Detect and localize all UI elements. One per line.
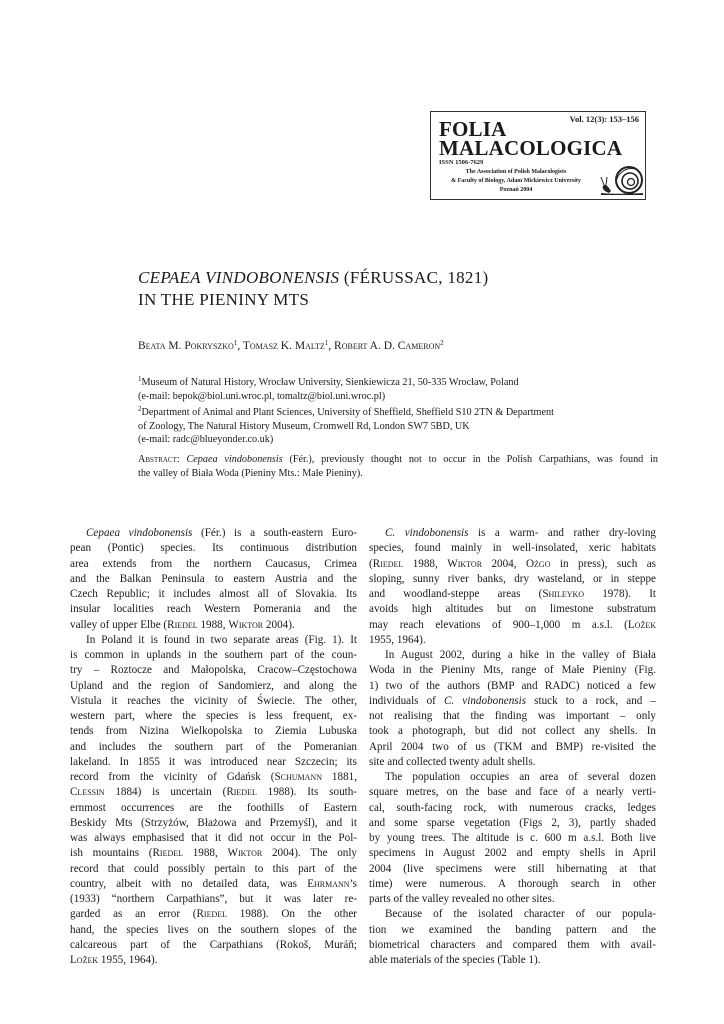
- text-run: species, found mainly in well-insolated, xeric habitats: [369, 542, 656, 555]
- body-text-line: [369, 892, 656, 907]
- body-text-line: [369, 541, 656, 556]
- cited-author: Riedel: [372, 557, 404, 570]
- cited-author: Wiktor: [227, 847, 263, 860]
- text-run: and the Balkan Peninsula to eastern Austria and the: [70, 572, 357, 585]
- body-text-line: [70, 694, 357, 709]
- text-run: 1988,: [403, 557, 448, 570]
- body-text-line: [369, 831, 656, 846]
- body-text-line: [369, 663, 656, 678]
- text-run: ernmost occurrences are the foothills of Eastern: [70, 801, 357, 814]
- body-text-line: [70, 801, 357, 816]
- body-text-line: [369, 557, 656, 572]
- cited-author: Riedel: [196, 908, 228, 921]
- cited-author: Wiktor: [447, 557, 483, 570]
- body-text-line: [70, 572, 357, 587]
- body-text-line: [70, 907, 357, 922]
- text-run: stuck to a rock, and –: [526, 694, 657, 707]
- body-text-line: [70, 526, 357, 541]
- body-text-line: [70, 587, 357, 602]
- species-name: C. vindobonensis: [444, 694, 527, 707]
- text-run: 1884) is uncertain (: [104, 786, 227, 799]
- affiliation-1-line1: $^1$Museum of Natural History, Wrocław University, Sienkiewicza 21, 50-335 Wrocław, Poland: [138, 375, 519, 388]
- text-run: and woodland-steppe areas (: [369, 588, 543, 600]
- text-run: valley of upper Elbe (: [70, 618, 168, 631]
- journal-header-box: [430, 111, 646, 200]
- text-run: tion we examined the banding pattern and the: [369, 923, 656, 936]
- text-run: tends from Nizina Wielkopolska to Ziemia Lubuska: [70, 725, 357, 738]
- cited-author: Ložek: [70, 954, 99, 966]
- text-run: Because of the isolated character of our popula-: [385, 908, 656, 921]
- body-text-line: [70, 648, 357, 663]
- body-text-line: [369, 633, 656, 648]
- body-text-line: [369, 679, 656, 694]
- body-text-line: [70, 724, 357, 739]
- body-text-line: [70, 923, 357, 938]
- author-1-affil-mark: 1: [233, 339, 238, 347]
- affiliation-1-email: (e-mail: bepok@biol.uni.wroc.pl, tomaltz@biol.uni.wroc.pl): [138, 390, 386, 402]
- body-text-line: [369, 953, 656, 968]
- text-run: The population occupies an area of several dozen: [385, 771, 656, 783]
- body-text-line: [369, 694, 656, 709]
- body-text-line: [369, 938, 656, 953]
- text-run: try – Roztocze and Małopolska, Cracow–Częstochowa: [70, 664, 357, 677]
- text-run: pean (Pontic) species. Its continuous distribution: [70, 542, 357, 555]
- text-run: record from the vicinity of Gdańsk (: [70, 771, 275, 783]
- body-text-line: [70, 953, 357, 968]
- text-run: specimens in August 2002 and empty shells in April: [369, 847, 656, 860]
- affiliation-2-email: (e-mail: radc@blueyonder.co.uk): [138, 434, 274, 445]
- cited-author: Riedel: [167, 618, 198, 631]
- body-text-line: [70, 846, 357, 861]
- journal-publisher-line2: & Faculty of Biology, Adam Mickiewicz University: [451, 178, 581, 184]
- text-run: site and collected twenty adult shells.: [369, 755, 536, 768]
- journal-publisher-line1: The Association of Polish Malacologists: [465, 169, 567, 175]
- body-text-line: [70, 785, 357, 800]
- journal-name-line2: MALACOLOGICA: [439, 136, 623, 160]
- body-text-line: [369, 526, 656, 541]
- article-title-line1: [138, 267, 489, 289]
- body-text-line: [70, 831, 357, 846]
- text-run: lakeland. In 1855 it was introduced near Szczecin; its: [70, 755, 357, 768]
- affiliation-1: [138, 376, 658, 403]
- text-run: 2004 (live specimens were still hibernating at that: [369, 862, 656, 875]
- cited-author: Riedel: [152, 847, 184, 860]
- author-separator: ,: [328, 340, 335, 352]
- body-text-line: [369, 602, 656, 617]
- body-text-line: [369, 587, 656, 602]
- body-text-line: [369, 770, 656, 785]
- author-3-affil-mark: 2: [440, 339, 444, 347]
- text-run: In August 2002, during a hike in the valley of Biała: [385, 649, 656, 661]
- text-run: 1988,: [197, 618, 229, 631]
- cited-author: Shileyko: [542, 588, 585, 600]
- article-title-line2: IN THE PIENINY MTS: [138, 290, 310, 309]
- body-text-line: [369, 755, 656, 770]
- body-text-line: [70, 618, 357, 633]
- affiliation-2-line1: $^2$Department of Animal and Plant Sciences, University of Sheffield, Sheffield S10 2TN & Department: [138, 405, 554, 418]
- body-text-line: [369, 618, 656, 633]
- author-2-affil-mark: 1: [324, 339, 329, 347]
- text-run: hand, the species lives on the southern slopes of the: [70, 923, 357, 936]
- body-text-line: [369, 740, 656, 755]
- body-text-line: [369, 862, 656, 877]
- text-run: ish mountains (: [70, 847, 153, 860]
- affiliation-2-line2: of Zoology, The Natural History Museum, Cromwell Rd, London SW7 5BD, UK: [138, 420, 470, 432]
- species-name: Cepaea vindobonensis: [86, 527, 193, 539]
- text-run: April 2004 two of us (TKM and BMP) re-visited the: [369, 740, 656, 753]
- title-author-year: (FÉRUSSAC, 1821): [339, 268, 489, 287]
- author-1: Beata M. Pokryszko: [138, 340, 234, 352]
- text-run: 2004,: [482, 557, 526, 570]
- body-text-line: [70, 663, 357, 678]
- body-text-line: [70, 862, 357, 877]
- journal-name-line1: FOLIA: [439, 117, 507, 141]
- abstract-line2: the valley of Biała Woda (Pieniny Mts.: Małe Pieniny).: [138, 467, 363, 479]
- journal-publisher-line3: Poznań 2004: [499, 187, 533, 193]
- body-text-line: [70, 740, 357, 755]
- text-run: cal, south-facing rock, with numerous cracks, ledges: [369, 801, 656, 814]
- body-text-line: [70, 541, 357, 556]
- text-run: 1988). On the other: [227, 908, 357, 921]
- text-run: garded as an error (: [70, 908, 197, 921]
- author-separator: ,: [237, 340, 243, 352]
- text-run: record that could possibly pertain to this part of the: [70, 862, 357, 875]
- author-list: [138, 340, 444, 352]
- cited-author: Schumann: [274, 771, 322, 783]
- affiliation-1-mark: 1: [138, 375, 142, 383]
- abstract: [138, 453, 658, 480]
- text-run: able materials of the species (Table 1).: [369, 954, 541, 966]
- text-run: insular localities reach Western Pomerania and the: [70, 603, 357, 616]
- body-text-line: [70, 557, 357, 572]
- cited-author: Ehrmann: [307, 877, 350, 890]
- text-run: biometrical characters and compared them with avail-: [369, 938, 656, 951]
- snail-logo-icon: [599, 160, 645, 196]
- body-left-column: [70, 526, 357, 968]
- body-text-line: [369, 801, 656, 816]
- text-run: 1988,: [183, 847, 228, 860]
- text-run: Upland and the region of Sandomierz, and along the: [70, 679, 357, 692]
- text-run: western part, where the species is less frequent, ex-: [70, 710, 357, 722]
- affiliation-2: [138, 406, 658, 447]
- body-text-line: [70, 709, 357, 724]
- cited-author: Ložek: [627, 618, 656, 631]
- text-run: area extends from the northern Caucasus, Crimea: [70, 557, 357, 570]
- body-text-line: [70, 938, 357, 953]
- text-run: by young trees. The altitude is c. 600 m a.s.l. Both live: [369, 832, 656, 844]
- title-species-name: CEPAEA VINDOBONENSIS: [138, 268, 340, 287]
- text-run: avoids high altitudes but on limestone substratum: [369, 603, 656, 616]
- text-run: (Fér.) is a south-eastern Euro-: [192, 527, 357, 539]
- text-run: took a photograph, but did not collect any shells. In: [369, 725, 656, 738]
- body-text-line: [369, 923, 656, 938]
- text-run: Woda in the Pieniny Mts, range of Małe Pieniny (Fig.: [369, 664, 656, 677]
- text-run: square metres, on the base and face of a nearly verti-: [369, 786, 656, 799]
- body-text-line: [70, 816, 357, 831]
- author-3: Robert A. D. Cameron: [334, 340, 441, 352]
- affiliation-2-mark: 2: [138, 405, 142, 413]
- text-run: individuals of: [369, 694, 444, 707]
- body-text-line: [369, 724, 656, 739]
- body-text-line: [369, 816, 656, 831]
- body-text-line: [70, 755, 357, 770]
- text-run: 2004). The only: [262, 847, 357, 860]
- text-run: and includes the southern part of the Pomeranian: [70, 740, 357, 753]
- body-text-line: [369, 709, 656, 724]
- text-run: may reach elevations of 900–1,000 m a.s.l. (: [369, 618, 628, 631]
- text-run: not realising that the finding was important – only: [369, 710, 656, 722]
- text-run: 1978). It: [584, 588, 656, 600]
- journal-issn: ISSN 1506-7629: [439, 159, 484, 166]
- body-text-line: [70, 633, 357, 648]
- body-text-line: [70, 679, 357, 694]
- text-run: 1955, 1964).: [369, 633, 426, 646]
- cited-author: Wiktor: [228, 618, 264, 631]
- author-2: Tomasz K. Maltz: [242, 340, 325, 352]
- text-run: parts of the valley revealed no other sites.: [369, 893, 555, 905]
- body-text-line: [369, 846, 656, 861]
- text-run: and some sparse vegetation (Figs 2, 3), partly shaded: [369, 816, 656, 829]
- text-run: In Poland it is found in two separate areas (Fig. 1). It: [86, 633, 357, 646]
- abstract-label: Abstract: [138, 454, 177, 465]
- text-run: (: [369, 557, 373, 570]
- text-run: 2004).: [263, 618, 295, 631]
- abstract-line1: Abstract: Cepaea vindobonensis (Fér.), previously thought not to occur in the Polish Carpathians, was found in: [138, 454, 658, 465]
- abstract-species-name: Cepaea vindobonensis: [186, 454, 283, 465]
- text-run: Czech Republic; it includes almost all of Slovakia. Its: [70, 588, 357, 600]
- body-text-line: [70, 770, 357, 785]
- body-text-line: [369, 877, 656, 892]
- text-run: ’s: [349, 877, 357, 890]
- text-run: 1) two of the authors (BMP and RADC) noticed a few: [369, 679, 656, 692]
- cited-author: Riedel: [226, 786, 257, 799]
- text-run: calcareous part of the Carpathians (Rokoš, Muráň;: [70, 938, 357, 951]
- body-text-line: [369, 785, 656, 800]
- body-text-line: [70, 892, 357, 907]
- body-text-line: [369, 648, 656, 663]
- journal-volume: Vol. 12(3): 153–156: [569, 114, 639, 124]
- species-name: C. vindobonensis: [385, 527, 469, 539]
- text-run: Beskidy Mts (Strzyżów, Błażowa and Przemyśl), and it: [70, 816, 357, 829]
- body-text-line: [70, 877, 357, 892]
- body-right-column: [369, 526, 656, 968]
- text-run: Vistula it reaches the vicinity of Świecie. The other,: [70, 694, 357, 707]
- text-run: is common in uplands in the southern part of the coun-: [70, 649, 357, 661]
- text-run: 1955, 1964).: [98, 954, 158, 966]
- text-run: 1881,: [321, 771, 357, 783]
- text-run: (1933) “northern Carpathians”, but it was later re-: [70, 893, 357, 905]
- text-run: time) were numerous. A thorough search in other: [369, 877, 656, 890]
- text-run: 1988). Its south-: [256, 786, 358, 799]
- text-run: is a warm- and rather dry-loving: [468, 527, 656, 539]
- body-text-line: [369, 907, 656, 922]
- cited-author: Clessin: [70, 786, 105, 799]
- text-run: country, albeit with no detailed data, was: [70, 877, 308, 890]
- cited-author: Ożgo: [525, 557, 551, 570]
- body-text-line: [369, 572, 656, 587]
- text-run: in press), such as: [550, 557, 656, 570]
- text-run: sloping, sunny river banks, dry wasteland, or in steppe: [369, 572, 656, 585]
- body-text-line: [70, 602, 357, 617]
- text-run: was always emphasised that it did not occur in the Pol-: [70, 832, 357, 844]
